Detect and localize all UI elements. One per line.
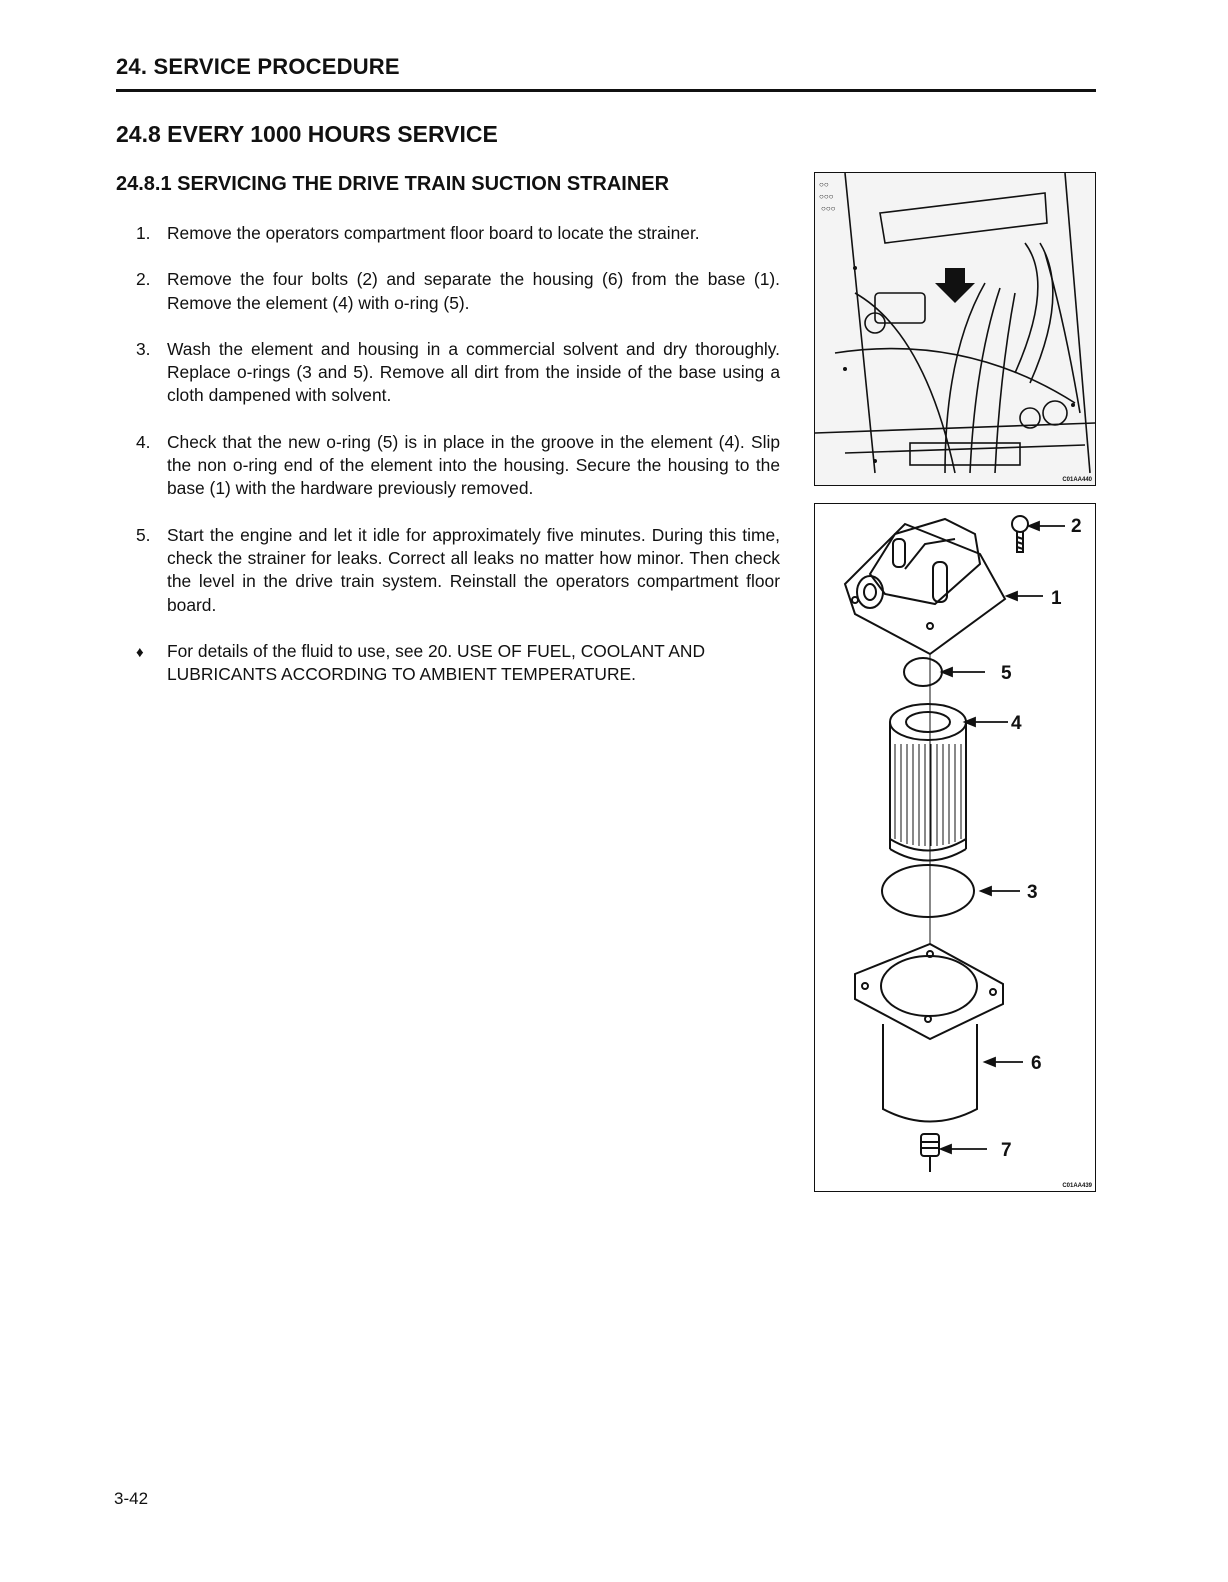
page-number: 3-42: [114, 1489, 149, 1508]
subsection-title: 24.8.1 SERVICING THE DRIVE TRAIN SUCTION STRAINER: [116, 173, 670, 195]
callout-label: 4: [1011, 713, 1022, 734]
header-rule: [116, 89, 1096, 92]
callout-label: 6: [1031, 1053, 1042, 1074]
step-item: [136, 338, 780, 408]
page-header-title: 24. SERVICE PROCEDURE: [116, 54, 400, 79]
callout-label: 5: [1001, 663, 1012, 684]
figure-code: C01AA440: [1062, 477, 1092, 483]
figure-code: C01AA439: [1062, 1183, 1092, 1189]
step-item: [136, 222, 780, 245]
step-text: Check that the new o-ring (5) is in place in the groove in the element (4). Slip the non o-ring end of the element into the housing. Secure the housing to the base (1) with the hardware previously removed.: [167, 431, 780, 499]
step-number: 5.: [136, 524, 151, 545]
step-item: [136, 524, 780, 617]
callout-label: 1: [1051, 588, 1062, 609]
step-number: 2.: [136, 269, 151, 290]
bullet-diamond-icon: ♦: [136, 643, 144, 661]
step-number: 4.: [136, 431, 151, 452]
svg-text:○○○: ○○○: [819, 192, 834, 201]
callout-label: 2: [1071, 516, 1082, 537]
procedure-steps: [136, 222, 780, 709]
step-item: [136, 268, 780, 315]
callout-label: 7: [1001, 1140, 1012, 1161]
engine-compartment-illustration: [815, 173, 1095, 485]
step-text: Remove the four bolts (2) and separate the housing (6) from the base (1). Remove the element (4) with o-ring (5).: [167, 269, 780, 313]
step-text: Wash the element and housing in a commercial solvent and dry thoroughly. Replace o-rings (3 and 5). Remove all dirt from the inside of the base using a cloth dampened with solvent.: [167, 338, 780, 406]
step-text: Remove the operators compartment floor board to locate the strainer.: [167, 223, 700, 243]
strainer-exploded-view: [814, 503, 1096, 1192]
step-text: Start the engine and let it idle for approximately five minutes. During this time, check the strainer for leaks. Correct all leaks no matter how minor. Then check the level in the drive train system. Reinstall the operators compartment floor board.: [167, 524, 780, 615]
strainer-location-photo: [814, 172, 1096, 486]
note-text: For details of the fluid to use, see 20. USE OF FUEL, COOLANT AND LUBRICANTS ACCORDING TO AMBIENT TEMPERATURE.: [167, 640, 706, 685]
exploded-diagram: [815, 504, 1095, 1191]
svg-text:○○○: ○○○: [821, 204, 836, 213]
step-number: 1.: [136, 223, 151, 243]
step-number: 3.: [136, 338, 151, 359]
step-item: [136, 431, 780, 501]
section-title: 24.8 EVERY 1000 HOURS SERVICE: [116, 121, 498, 147]
callout-label: 3: [1027, 882, 1038, 903]
svg-text:○○: ○○: [819, 180, 829, 189]
note-item: [136, 640, 780, 687]
